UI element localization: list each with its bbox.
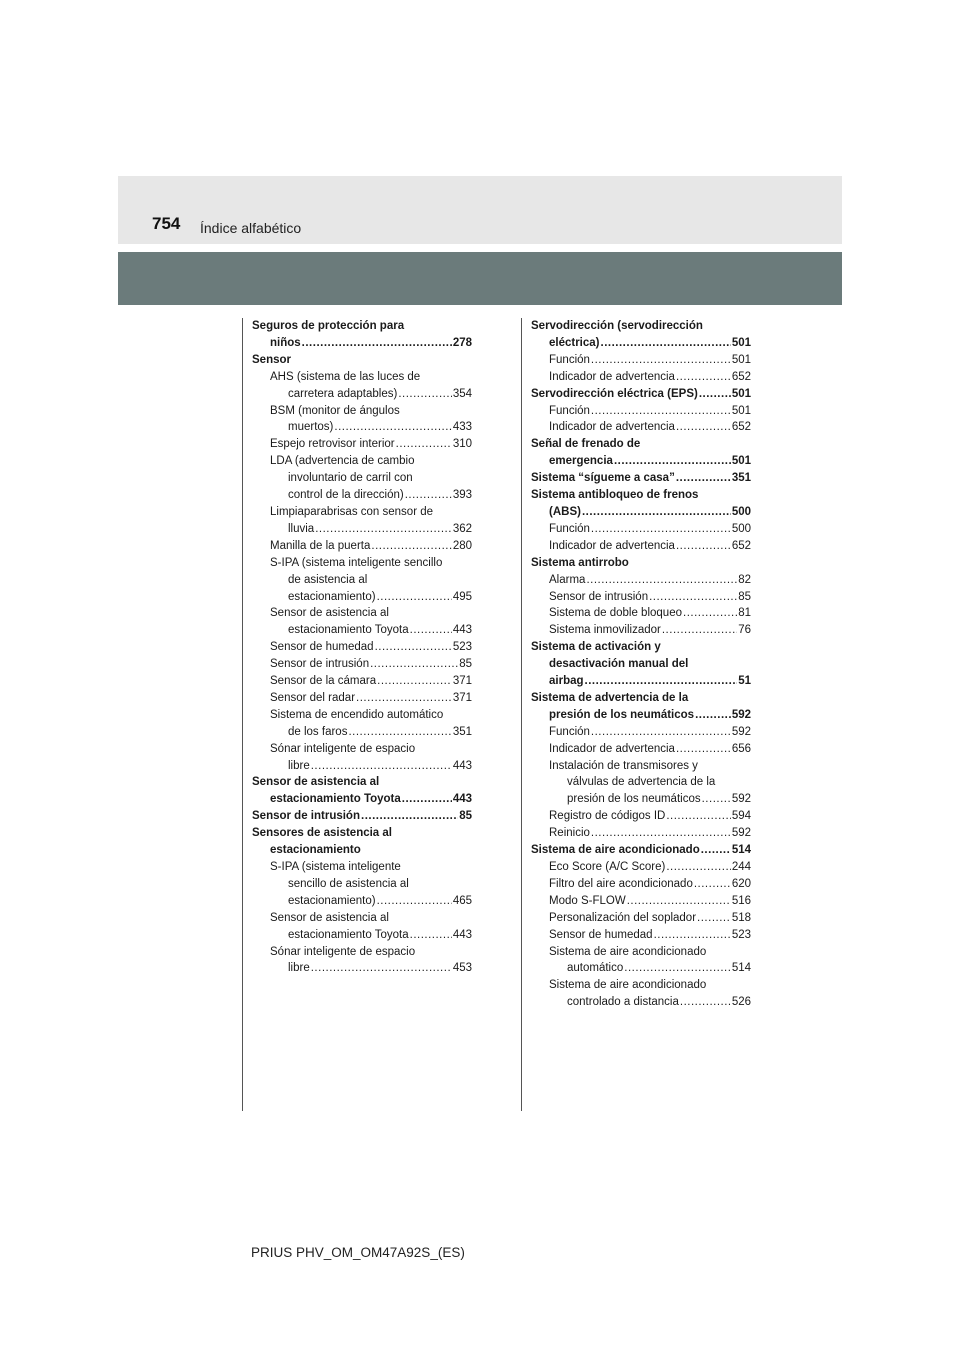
entry-text: Servodirección (servodirección — [531, 320, 703, 332]
dot-leader — [654, 927, 731, 944]
page-ref: 500 — [731, 505, 751, 518]
entry-text: Sensores de asistencia al — [252, 827, 392, 840]
dot-leader — [591, 352, 731, 369]
entry-text: Seguros de protección para — [252, 320, 405, 332]
dot-leader — [614, 453, 731, 470]
entry-text: estacionamiento Toyota — [270, 793, 401, 806]
page-ref: 592 — [731, 725, 751, 738]
dot-leader — [676, 369, 731, 386]
entry-text: Sistema de doble bloqueo — [549, 607, 682, 620]
index-sub-entry — [252, 859, 472, 876]
dot-leader — [311, 758, 452, 775]
entry-text: BSM (monitor de ángulos — [270, 404, 400, 417]
index-sub-entry — [252, 656, 472, 673]
index-sub-entry — [531, 774, 751, 791]
dot-leader — [699, 386, 731, 403]
entry-text: eléctrica) — [549, 336, 600, 349]
index-sub-entry — [252, 622, 472, 639]
entry-text: estacionamiento — [270, 844, 361, 857]
dot-leader — [591, 403, 731, 420]
index-sub-entry — [531, 622, 751, 639]
entry-text: emergencia — [549, 455, 613, 468]
index-sub-entry — [252, 639, 472, 656]
entry-text: Sensor de la cámara — [270, 675, 377, 688]
entry-text: de asistencia al — [288, 573, 368, 586]
index-heading-entry — [252, 791, 472, 808]
index-sub-entry — [252, 960, 472, 977]
entry-text: muertos) — [288, 421, 334, 434]
entry-text: S-IPA (sistema inteligente sencillo — [270, 556, 443, 569]
index-sub-entry — [531, 352, 751, 369]
page-ref: 354 — [452, 387, 472, 400]
dot-leader — [302, 335, 452, 352]
entry-text: controlado a distancia — [567, 996, 679, 1009]
document-code: PRIUS PHV_OM_OM47A92S_(ES) — [251, 1245, 465, 1260]
index-sub-entry — [531, 403, 751, 420]
entry-text: lluvia — [288, 522, 315, 535]
entry-text: Función — [549, 522, 590, 535]
dot-leader — [695, 707, 731, 724]
entry-text: Sensor de humedad — [270, 641, 374, 654]
entry-text: involuntario de carril con — [288, 472, 413, 485]
dot-leader — [371, 538, 451, 555]
entry-text: Limpiaparabrisas con sensor de — [270, 505, 434, 518]
index-heading-entry — [531, 690, 751, 707]
index-heading-entry — [252, 825, 472, 842]
dot-leader — [676, 470, 731, 487]
index-sub-entry — [531, 876, 751, 893]
entry-text: Sensor de asistencia al — [270, 607, 389, 620]
dot-leader — [683, 605, 737, 622]
index-sub-entry — [531, 808, 751, 825]
page-ref: 278 — [452, 336, 472, 349]
index-sub-entry — [252, 944, 472, 961]
dot-leader — [676, 538, 731, 555]
index-heading-entry — [531, 453, 751, 470]
page-ref: 244 — [731, 861, 751, 873]
dot-leader — [398, 386, 452, 403]
entry-text: Sensor — [252, 353, 291, 366]
index-sub-entry — [252, 436, 472, 453]
entry-text: estacionamiento) — [288, 894, 376, 907]
index-heading-entry — [531, 504, 751, 521]
entry-text: automático — [567, 962, 624, 975]
entry-text: Manilla de la puerta — [270, 539, 371, 552]
dot-leader — [377, 673, 452, 690]
page-ref: 443 — [452, 793, 472, 806]
index-sub-entry — [531, 724, 751, 741]
page-ref: 362 — [452, 522, 472, 535]
dot-leader — [591, 724, 731, 741]
index-sub-entry — [252, 876, 472, 893]
page-ref: 351 — [452, 725, 472, 738]
dot-leader — [666, 808, 730, 825]
page-ref: 495 — [452, 590, 472, 603]
dot-leader — [680, 994, 731, 1011]
header-gray-bar — [118, 252, 842, 305]
entry-text: Alarma — [549, 573, 586, 586]
entry-text: Sistema de advertencia de la — [531, 691, 689, 704]
dot-leader — [582, 504, 731, 521]
dot-leader — [601, 335, 731, 352]
entry-text: Sistema de aire acondicionado — [549, 979, 707, 992]
index-sub-entry — [252, 673, 472, 690]
index-sub-entry — [531, 927, 751, 944]
entry-text: Sistema “sígueme a casa” — [531, 472, 675, 485]
page-ref: 453 — [452, 962, 472, 975]
page-ref: 501 — [731, 455, 751, 468]
index-heading-entry — [531, 386, 751, 403]
page-ref: 523 — [452, 641, 472, 654]
dot-leader — [624, 960, 731, 977]
page-ref: 85 — [738, 590, 751, 603]
entry-text: carretera adaptables) — [288, 387, 398, 400]
dot-leader — [702, 791, 731, 808]
index-sub-entry — [531, 825, 751, 842]
page-ref: 501 — [731, 387, 751, 400]
index-sub-entry — [252, 927, 472, 944]
entry-text: Instalación de transmisores y — [549, 759, 698, 772]
index-sub-entry — [252, 453, 472, 470]
page-ref: 514 — [731, 844, 751, 857]
index-sub-entry — [531, 589, 751, 606]
entry-text: Servodirección eléctrica (EPS) — [531, 387, 698, 400]
entry-text: Señal de frenado de — [531, 438, 641, 451]
index-heading-entry — [531, 639, 751, 656]
entry-text: Sensor de asistencia al — [270, 911, 389, 924]
index-sub-entry — [252, 470, 472, 487]
index-sub-entry — [252, 690, 472, 707]
index-sub-entry — [531, 419, 751, 436]
index-sub-entry — [252, 572, 472, 589]
index-sub-entry — [252, 487, 472, 504]
column-divider-middle — [521, 318, 522, 1111]
entry-text: válvulas de advertencia de la — [567, 776, 716, 789]
entry-text: Modo S-FLOW — [549, 894, 626, 907]
dot-leader — [315, 521, 452, 538]
index-sub-entry — [531, 791, 751, 808]
page-ref: 433 — [452, 421, 472, 434]
index-heading-entry — [531, 707, 751, 724]
entry-text: Sensor de intrusión — [549, 590, 649, 603]
index-heading-entry — [531, 842, 751, 859]
page-ref: 501 — [731, 404, 751, 417]
page-ref: 656 — [731, 742, 751, 755]
entry-text: Sistema de aire acondicionado — [531, 844, 700, 857]
index-sub-entry — [252, 893, 472, 910]
page-ref: 85 — [459, 658, 472, 671]
dot-leader — [676, 419, 731, 436]
page-number: 754 — [152, 214, 181, 233]
index-sub-entry — [252, 707, 472, 724]
page-ref: 592 — [731, 793, 751, 806]
index-heading-entry — [252, 774, 472, 791]
index-heading-entry — [531, 436, 751, 453]
dot-leader — [311, 960, 452, 977]
page-ref: 516 — [731, 894, 751, 907]
dot-leader — [676, 741, 731, 758]
index-sub-entry — [531, 758, 751, 775]
entry-text: sencillo de asistencia al — [288, 877, 409, 890]
page-ref: 443 — [452, 759, 472, 772]
dot-leader — [375, 639, 452, 656]
entry-text: airbag — [549, 675, 584, 688]
column-divider-left — [242, 318, 243, 1111]
index-heading-entry — [252, 808, 472, 825]
index-heading-entry — [531, 673, 751, 690]
index-column-2 — [531, 318, 751, 1011]
index-sub-entry — [531, 538, 751, 555]
entry-text: libre — [288, 759, 310, 772]
dot-leader — [627, 893, 731, 910]
index-sub-entry — [252, 758, 472, 775]
index-sub-entry — [531, 893, 751, 910]
entry-text: Indicador de advertencia — [549, 742, 675, 755]
index-sub-entry — [531, 960, 751, 977]
index-heading-entry — [531, 335, 751, 352]
entry-text: Indicador de advertencia — [549, 421, 675, 434]
page-ref: 393 — [452, 489, 472, 502]
dot-leader — [334, 419, 451, 436]
index-sub-entry — [252, 369, 472, 386]
dot-leader — [585, 673, 738, 690]
entry-text: Función — [549, 725, 590, 738]
page-ref: 523 — [731, 928, 751, 941]
entry-text: presión de los neumáticos — [567, 793, 701, 806]
entry-text: desactivación manual del — [549, 658, 689, 671]
entry-text: LDA (advertencia de cambio — [270, 455, 415, 468]
entry-text: Sónar inteligente de espacio — [270, 945, 416, 958]
index-sub-entry — [252, 538, 472, 555]
page-ref: 310 — [452, 438, 472, 451]
dot-leader — [662, 622, 737, 639]
dot-leader — [377, 589, 452, 606]
page-ref: 652 — [731, 539, 751, 552]
dot-leader — [370, 656, 458, 673]
page-ref: 465 — [452, 894, 472, 907]
page-ref: 85 — [459, 810, 472, 823]
dot-leader — [410, 927, 452, 944]
page-ref: 620 — [731, 877, 751, 890]
dot-leader — [586, 572, 737, 589]
page-ref: 81 — [738, 607, 751, 620]
index-sub-entry — [531, 910, 751, 927]
page-ref: 51 — [738, 675, 751, 688]
entry-text: estacionamiento Toyota — [288, 928, 409, 941]
dot-leader — [402, 791, 452, 808]
entry-text: Sensor de intrusión — [252, 810, 360, 823]
index-heading-entry — [252, 842, 472, 859]
page-ref: 526 — [731, 996, 751, 1009]
entry-text: Función — [549, 404, 590, 417]
entry-text: Personalización del soplador — [549, 911, 697, 924]
dot-leader — [405, 487, 452, 504]
entry-text: Sistema de encendido automático — [270, 708, 444, 721]
entry-text: Eco Score (A/C Score) — [549, 861, 666, 873]
index-heading-entry — [531, 470, 751, 487]
index-sub-entry — [531, 521, 751, 538]
page-ref: 592 — [731, 708, 751, 721]
index-heading-entry — [252, 352, 472, 369]
index-sub-entry — [531, 572, 751, 589]
entry-text: Función — [549, 353, 590, 366]
section-title: Índice alfabético — [200, 220, 302, 236]
index-sub-entry — [531, 741, 751, 758]
entry-text: Sensor de intrusión — [270, 658, 370, 671]
index-sub-entry — [252, 419, 472, 436]
dot-leader — [396, 436, 452, 453]
dot-leader — [591, 521, 731, 538]
page-ref: 443 — [452, 624, 472, 637]
dot-leader — [666, 859, 730, 876]
index-sub-entry — [252, 555, 472, 572]
entry-text: Sistema inmovilizador — [549, 624, 661, 637]
entry-text: Registro de códigos ID — [549, 810, 666, 823]
entry-text: Sistema antirrobo — [531, 556, 629, 569]
dot-leader — [701, 842, 731, 859]
dot-leader — [697, 910, 731, 927]
entry-text: Espejo retrovisor interior — [270, 438, 395, 451]
entry-text: Sistema de activación y — [531, 641, 661, 654]
index-sub-entry — [252, 504, 472, 521]
page-ref: 501 — [731, 353, 751, 366]
entry-text: AHS (sistema de las luces de — [270, 370, 421, 383]
entry-text: Sistema antibloqueo de frenos — [531, 489, 699, 502]
entry-text: Filtro del aire acondicionado — [549, 877, 693, 890]
page-ref: 594 — [731, 810, 751, 823]
entry-text: control de la dirección) — [288, 489, 404, 502]
index-heading-entry — [531, 555, 751, 572]
dot-leader — [356, 690, 452, 707]
dot-leader — [348, 724, 451, 741]
index-sub-entry — [252, 589, 472, 606]
entry-text: S-IPA (sistema inteligente — [270, 861, 401, 873]
entry-text: Sensor de asistencia al — [252, 776, 380, 789]
entry-text: niños — [270, 336, 301, 349]
dot-leader — [649, 589, 737, 606]
entry-text: estacionamiento) — [288, 590, 376, 603]
index-sub-entry — [531, 994, 751, 1011]
index-heading-entry — [531, 656, 751, 673]
index-sub-entry — [531, 605, 751, 622]
entry-text: presión de los neumáticos — [549, 708, 695, 721]
index-sub-entry — [531, 369, 751, 386]
entry-text: Sensor de humedad — [549, 928, 653, 941]
dot-leader — [361, 808, 458, 825]
index-sub-entry — [252, 605, 472, 622]
entry-text: (ABS) — [549, 505, 581, 518]
entry-text: Sistema de aire acondicionado — [549, 945, 707, 958]
page-ref: 371 — [452, 675, 472, 688]
index-column-1 — [252, 318, 472, 977]
entry-text: Sensor del radar — [270, 691, 356, 704]
entry-text: Sónar inteligente de espacio — [270, 742, 416, 755]
page-ref: 518 — [731, 911, 751, 924]
entry-text: Indicador de advertencia — [549, 539, 675, 552]
page-ref: 371 — [452, 691, 472, 704]
page-ref: 592 — [731, 827, 751, 840]
index-sub-entry — [252, 741, 472, 758]
entry-text: de los faros — [288, 725, 348, 738]
index-sub-entry — [252, 910, 472, 927]
index-sub-entry — [252, 724, 472, 741]
index-sub-entry — [531, 944, 751, 961]
dot-leader — [591, 825, 731, 842]
index-heading-entry — [531, 318, 751, 335]
index-sub-entry — [252, 386, 472, 403]
entry-text: Reinicio — [549, 827, 590, 840]
page-ref: 514 — [731, 962, 751, 975]
page-ref: 652 — [731, 421, 751, 434]
index-heading-entry — [252, 335, 472, 352]
dot-leader — [377, 893, 452, 910]
entry-text: estacionamiento Toyota — [288, 624, 409, 637]
index-heading-entry — [531, 487, 751, 504]
index-heading-entry — [252, 318, 472, 335]
page-ref: 280 — [452, 539, 472, 552]
index-sub-entry — [531, 859, 751, 876]
page-ref: 500 — [731, 522, 751, 535]
page-ref: 652 — [731, 370, 751, 383]
page-ref: 351 — [731, 472, 751, 485]
dot-leader — [410, 622, 452, 639]
index-sub-entry — [252, 521, 472, 538]
dot-leader — [694, 876, 731, 893]
page-ref: 76 — [738, 624, 751, 637]
index-sub-entry — [531, 977, 751, 994]
entry-text: libre — [288, 962, 310, 975]
entry-text: Indicador de advertencia — [549, 370, 675, 383]
index-sub-entry — [252, 403, 472, 420]
page-ref: 82 — [738, 573, 751, 586]
page-ref: 501 — [731, 336, 751, 349]
page-ref: 443 — [452, 928, 472, 941]
